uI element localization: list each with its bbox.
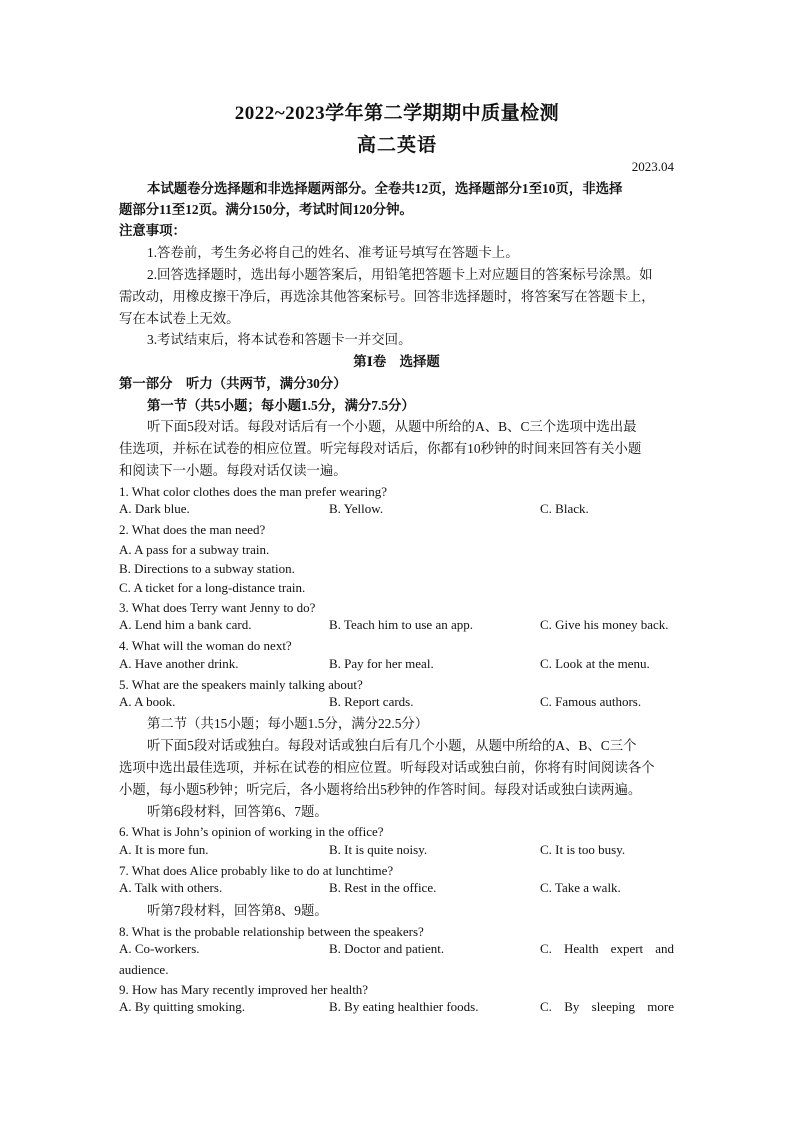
section2-heading: 第二节（共15小题；每小题1.5分，满分22.5分）: [147, 716, 429, 731]
option-b: B. It is quite noisy.: [329, 842, 428, 857]
option-a: A. Have another drink.: [119, 656, 239, 671]
question-9-options: [119, 999, 674, 1018]
option-c: C. Black.: [540, 501, 589, 516]
exam-date: 2023.04: [631, 159, 674, 174]
option-c-word: sleeping: [591, 999, 635, 1014]
notice-item-2-end: 写在本试卷上无效。: [119, 311, 240, 326]
option-b: B. Doctor and patient.: [329, 941, 445, 956]
question-5-options: [119, 694, 674, 713]
material-6-instruction: 听第6段材料，回答第6、7题。: [147, 804, 328, 819]
notice-item-1: 1.答卷前，考生务必将自己的姓名、准考证号填写在答题卡上。: [147, 245, 519, 260]
section2-directions-2: 选项中选出最佳选项，并标在试卷的相应位置。听每段对话或独白前，你将有时间阅读各个: [119, 760, 655, 775]
option-c-word: By: [564, 999, 580, 1014]
option-b: B. Teach him to use an app.: [329, 617, 473, 632]
question-8: 8. What is the probable relationship between the speakers?: [119, 924, 424, 939]
intro-line-1: 本试题卷分选择题和非选择题两部分。全卷共12页，选择题部分1至10页，非选择: [147, 181, 623, 196]
option-c-word: more: [647, 999, 674, 1014]
section1-directions-3: 和阅读下一小题。每段对话仅读一遍。: [119, 463, 347, 478]
option-c: C. Take a walk.: [540, 880, 621, 895]
option-c: C. Famous authors.: [540, 694, 642, 709]
notice-item-2: 2.回答选择题时，选出每小题答案后，用铅笔把答题卡上对应题目的答案标号涂黑。如: [147, 267, 653, 282]
option-a: A. By quitting smoking.: [119, 999, 246, 1014]
option-b: B. Pay for her meal.: [329, 656, 434, 671]
question-5: 5. What are the speakers mainly talking about?: [119, 677, 363, 692]
question-7-options: [119, 880, 674, 899]
question-8-options: [119, 941, 674, 960]
notice-item-3: 3.考试结束后，将本试卷和答题卡一并交回。: [147, 332, 412, 347]
question-6: 6. What is John’s opinion of working in the office?: [119, 824, 384, 839]
option-b: B. Rest in the office.: [329, 880, 437, 895]
section1-directions-2: 佳选项，并标在试卷的相应位置。听完每段对话后，你都有10秒钟的时间来回答有关小题: [119, 441, 642, 456]
notice-item-2-cont: 需改动，用橡皮擦干净后，再选涂其他答案标号。回答非选择题时，将答案写在答题卡上，: [119, 289, 655, 304]
option-c: [540, 999, 674, 1015]
option-b: B. Yellow.: [329, 501, 384, 516]
material-7-instruction: 听第7段材料，回答第8、9题。: [147, 903, 328, 918]
option-a: A. Dark blue.: [119, 501, 190, 516]
option-c: [540, 941, 674, 957]
question-4-options: [119, 656, 674, 675]
intro-line-2: 题部分11至12页。满分150分，考试时间120分钟。: [119, 202, 413, 217]
option-b: B. Report cards.: [329, 694, 414, 709]
section1-heading: 第一节（共5小题；每小题1.5分，满分7.5分）: [147, 398, 415, 413]
part-heading: 第一部分 听力（共两节，满分30分）: [119, 376, 347, 391]
option-c-word: Health: [563, 941, 599, 956]
question-6-options: [119, 842, 674, 861]
option-a: A. Co-workers.: [119, 941, 200, 956]
option-c-word: and: [655, 941, 674, 956]
option-c-word: expert: [610, 941, 644, 956]
question-7: 7. What does Alice probably like to do at lunchtime?: [119, 863, 394, 878]
option-c: C. Look at the menu.: [540, 656, 650, 671]
exam-title: 2022~2023学年第二学期期中质量检测: [234, 103, 560, 124]
option-b: B. Directions to a subway station.: [119, 561, 295, 576]
question-9: 9. How has Mary recently improved her health?: [119, 982, 369, 997]
notice-title: 注意事项：: [119, 223, 186, 238]
option-c-continued: audience.: [119, 962, 169, 977]
option-c-word: C.: [540, 999, 552, 1014]
option-c: C. It is too busy.: [540, 842, 626, 857]
question-1-options: [119, 501, 674, 520]
question-2: 2. What does the man need?: [119, 522, 266, 537]
section2-directions-1: 听下面5段对话或独白。每段对话或独白后有几个小题，从题中所给的A、B、C三个: [147, 738, 637, 753]
section2-directions-3: 小题，每小题5秒钟；听完后，各小题将给出5秒钟的作答时间。每段对话或独白读两遍。: [119, 782, 642, 797]
question-4: 4. What will the woman do next?: [119, 638, 292, 653]
option-b: B. By eating healthier foods.: [329, 999, 479, 1014]
option-a: A. Lend him a bank card.: [119, 617, 252, 632]
option-a: A. A book.: [119, 694, 176, 709]
question-3-options: [119, 617, 674, 636]
option-a: A. Talk with others.: [119, 880, 223, 895]
option-a: A. A pass for a subway train.: [119, 542, 270, 557]
option-c: C. Give his money back.: [540, 617, 669, 632]
option-a: A. It is more fun.: [119, 842, 209, 857]
volume-heading: 第Ⅰ卷 选择题: [353, 354, 440, 369]
option-c-word: C.: [540, 941, 552, 956]
option-c: C. A ticket for a long-distance train.: [119, 580, 306, 595]
exam-subject: 高二英语: [356, 135, 437, 156]
section1-directions-1: 听下面5段对话。每段对话后有一个小题，从题中所给的A、B、C三个选项中选出最: [147, 419, 637, 434]
question-3: 3. What does Terry want Jenny to do?: [119, 600, 316, 615]
question-1: 1. What color clothes does the man prefer wearing?: [119, 484, 387, 499]
